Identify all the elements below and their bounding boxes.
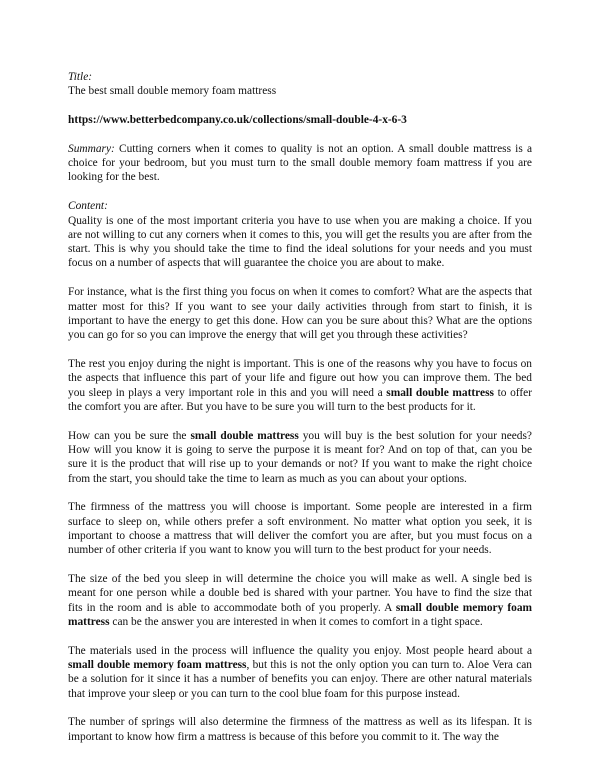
summary-text: Cutting corners when it comes to quality is not an option. A small double mattress is a choice for your bedroom, but you must turn to the small double memory foam mattress if you are looking for the best.	[68, 142, 532, 184]
paragraph-2: For instance, what is the first thing you focus on when it comes to comfort? What are the aspects that matter most for this? If you want to see your daily activities through from start to finish, it is important to have the energy to get this done. How can you be sure about this? What are the options you can go for so you can improve the energy that will get you through these activities?	[68, 286, 532, 342]
paragraph-3	[68, 357, 532, 414]
title-label: Title:	[68, 71, 93, 83]
summary-paragraph	[68, 142, 532, 185]
paragraph-8: The number of springs will also determine the firmness of the mattress as well as its lifespan. It is important to know how firm a mattress is because of this before you commit to it. The way the	[68, 716, 532, 743]
p7-text-a: The materials used in the process will influence the quality you enjoy. Most people heard about a	[68, 644, 532, 657]
content-label: Content:	[68, 200, 108, 213]
p3-text-c: to offer the comfort you are after. But you have to be sure you will turn to the best products for it.	[68, 386, 532, 413]
p3-text-a: The rest you enjoy during the night is important. This is one of the reasons why you have to focus on the aspects that influence this part of your life and figure out how you can improve them. The bed you sleep in plays a very important role in this and you will need a	[68, 357, 532, 399]
paragraph-7	[68, 644, 532, 701]
p4-text-a: How can you be sure the	[68, 429, 191, 442]
p7-text-c: , but this is not the only option you can turn to. Aloe Vera can be a solution for it since it has a number of benefits you can enjoy. There are other natural materials that improve your sleep or you can turn to the cool blue foam for this purpose instead.	[68, 659, 532, 700]
source-url: https://www.betterbedcompany.co.uk/collections/small-double-4-x-6-3	[68, 114, 407, 127]
paragraph-1: Quality is one of the most important criteria you have to use when you are making a choice. If you are not willing to cut any corners when it comes to this, you will get the results you are after from the start. This is why you should take the time to find the ideal solutions for your needs and you must focus on a number of aspects that will guarantee the choice you are about to make.	[68, 214, 532, 270]
p6-keyword: small double memory foam mattress	[68, 601, 533, 628]
p4-keyword: small double mattress	[190, 429, 299, 442]
paragraph-4	[68, 429, 532, 486]
p6-text-c: can be the answer you are interested in when it comes to comfort in a tight space.	[109, 615, 483, 628]
paragraph-5: The firmness of the mattress you will choose is important. Some people are interested in a firm surface to sleep on, while others prefer a soft environment. No matter what option you seek, it is important to choose a mattress that will deliver the comfort you are after, but you must focus on a number of other criteria if you want to know you will turn to the best product for your needs.	[68, 501, 532, 557]
document-title: The best small double memory foam mattress	[68, 85, 277, 98]
p3-keyword: small double mattress	[386, 386, 494, 399]
summary-label: Summary:	[68, 142, 115, 155]
p6-text-a: The size of the bed you sleep in will determine the choice you will make as well. A single bed is meant for one person while a double bed is shared with your partner. You have to find the size that fits in the room and is able to accommodate both of you properly. A	[68, 573, 532, 614]
p4-text-c: you will buy is the best solution for your needs? How will you know it is going to serve the purpose it is meant for? And on top of that, can you be sure it is the product that will rise up to your demands or not? If you want to make the right choice from the start, you should take the time to learn as much as you can about your options.	[68, 429, 532, 485]
p7-keyword: small double memory foam mattress	[68, 659, 247, 671]
paragraph-6	[68, 572, 532, 629]
